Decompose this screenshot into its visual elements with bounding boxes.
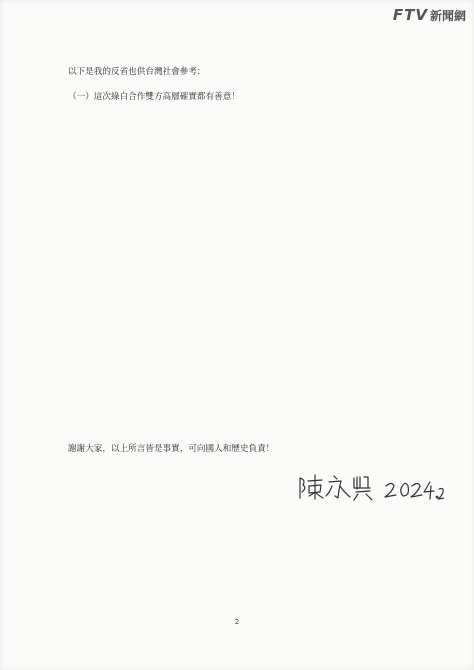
reflection-intro: 以下是我的反省也供台灣社會參考： — [68, 67, 206, 77]
ftv-news-logo — [393, 6, 466, 24]
handwritten-signature — [294, 472, 444, 502]
logo-text: 新聞網 — [429, 8, 466, 23]
page-number: 2 — [234, 618, 240, 626]
reflection-point: （一）這次綠白合作雙方高層確實都有善意！ — [68, 92, 240, 103]
closing-line: 謝謝大家，以上所言皆是事實，可向國人和歷史負責！ — [68, 443, 275, 454]
logo-mark: FTV — [392, 6, 428, 24]
letter-body — [68, 40, 434, 105]
